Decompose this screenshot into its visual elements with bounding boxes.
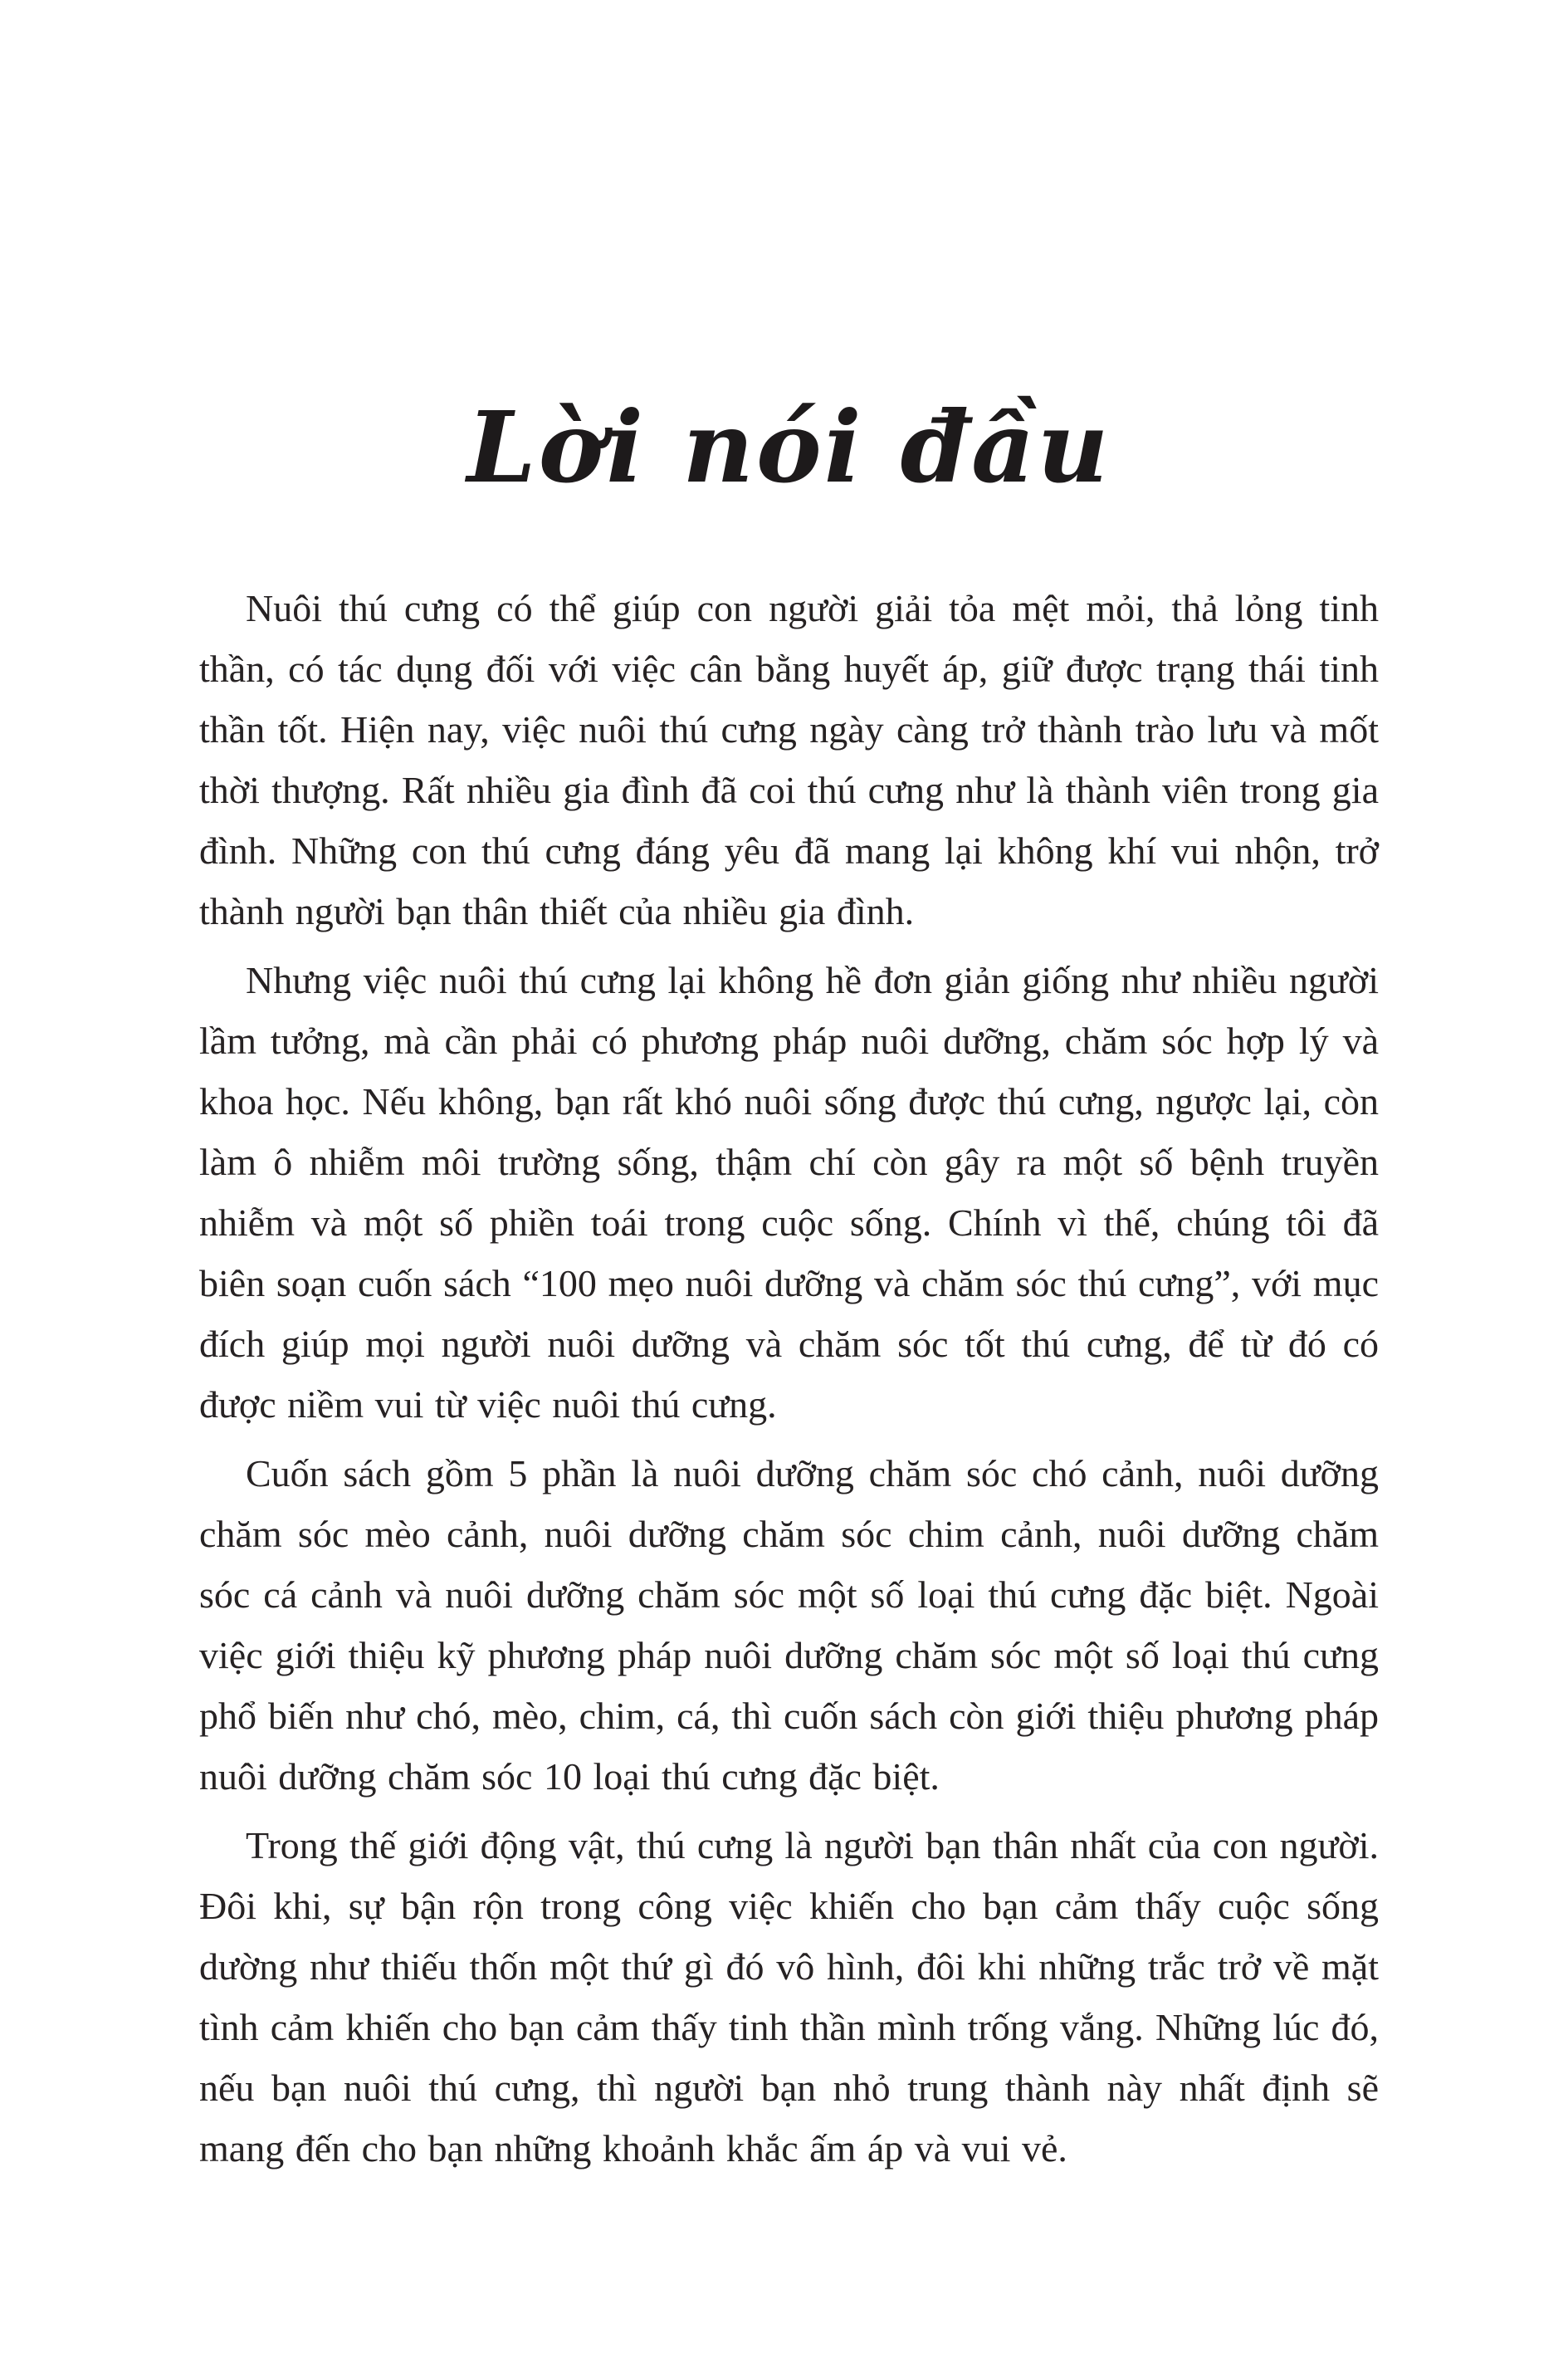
paragraph-why-book: Nhưng việc nuôi thú cưng lại không hề đơn giản giống như nhiều người lầm tưởng, mà cần phải có phương pháp nuôi dưỡng, chăm sóc hợp lý và khoa học. Nếu không, bạn rất khó nuôi sống được thú cưng, ngược lại, còn làm ô nhiễm môi trường sống, thậm chí còn gây ra một số bệnh truyền nhiễm và một số phiền toái trong cuộc sống. Chính vì thế, chúng tôi đã biên soạn cuốn sách “100 mẹo nuôi dưỡng và chăm sóc thú cưng”, với mục đích giúp mọi người nuôi dưỡng và chăm sóc tốt thú cưng, để từ đó có được niềm vui từ việc nuôi thú cưng.: [199, 958, 1379, 1426]
paragraph-closing: Trong thế giới động vật, thú cưng là người bạn thân nhất của con người. Đôi khi, sự bận rộn trong công việc khiến cho bạn cảm thấy cuộc sống dường như thiếu thốn một thứ gì đó vô hình, đôi khi những trắc trở về mặt tình cảm khiến cho bạn cảm thấy tinh thần mình trống vắng. Những lúc đó, nếu bạn nuôi thú cưng, thì người bạn nhỏ trung thành này nhất định sẽ mang đến cho bạn những khoảnh khắc ấm áp và vui vẻ.: [199, 1823, 1379, 2170]
preface-body: [199, 578, 1379, 2179]
paragraph-intro-benefits: Nuôi thú cưng có thể giúp con người giải tỏa mệt mỏi, thả lỏng tinh thần, có tác dụng đối với việc cân bằng huyết áp, giữ được trạng thái tinh thần tốt. Hiện nay, việc nuôi thú cưng ngày càng trở thành trào lưu và mốt thời thượng. Rất nhiều gia đình đã coi thú cưng như là thành viên trong gia đình. Những con thú cưng đáng yêu đã mang lại không khí vui nhộn, trở thành người bạn thân thiết của nhiều gia đình.: [199, 586, 1379, 932]
page-title: Lời nói đầu: [466, 389, 1111, 505]
paragraph-book-structure: Cuốn sách gồm 5 phần là nuôi dưỡng chăm sóc chó cảnh, nuôi dưỡng chăm sóc mèo cảnh, nuôi dưỡng chăm sóc chim cảnh, nuôi dưỡng chăm sóc cá cảnh và nuôi dưỡng chăm sóc một số loại thú cưng đặc biệt. Ngoài việc giới thiệu kỹ phương pháp nuôi dưỡng chăm sóc một số loại thú cưng phổ biến như chó, mèo, chim, cá, thì cuốn sách còn giới thiệu phương pháp nuôi dưỡng chăm sóc 10 loại thú cưng đặc biệt.: [199, 1451, 1379, 1798]
